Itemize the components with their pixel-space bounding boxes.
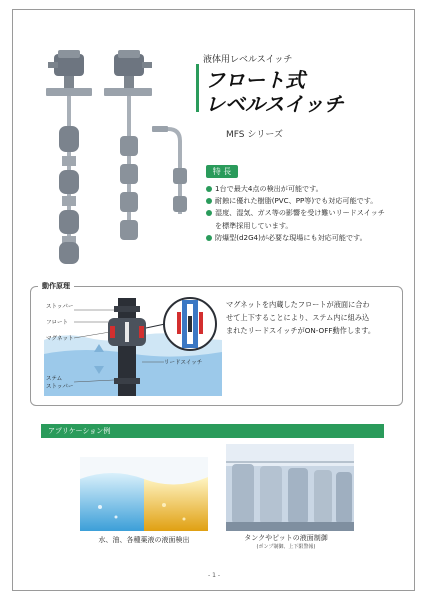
product-title-line2: レベルスイッチ bbox=[205, 92, 344, 116]
application-caption-2-sub: (ポンプ制御、上下限警報) bbox=[256, 544, 316, 550]
application-caption-2: タンクやピットの液面制御 bbox=[244, 534, 328, 542]
bullet-icon bbox=[206, 235, 212, 241]
applications-label: アプリケーション例 bbox=[48, 427, 111, 435]
application-caption-1: 水、油、各種薬液の液面検出 bbox=[98, 536, 190, 544]
features-label: 特 長 bbox=[206, 165, 238, 178]
stopper-bottom bbox=[114, 378, 140, 384]
bullet-icon bbox=[206, 198, 212, 204]
magnet-right bbox=[139, 326, 144, 338]
label-stopper-top: ストッパー bbox=[46, 304, 74, 310]
level-switch-unit-1 bbox=[46, 50, 92, 264]
label-stem: ステム bbox=[46, 376, 63, 382]
label-reed-switch: リードスイッチ bbox=[164, 360, 203, 366]
series-name: MFS シリーズ bbox=[226, 130, 283, 140]
stopper-top bbox=[114, 306, 140, 312]
feature-item: 1台で最大4点の検出が可能です。 bbox=[206, 183, 416, 195]
product-photo bbox=[40, 44, 200, 276]
title-accent-bar bbox=[196, 64, 199, 112]
label-stopper-bottom: ストッパー bbox=[46, 384, 74, 390]
label-magnet: マグネット bbox=[46, 336, 74, 342]
feature-item: 耐蝕に優れた樹脂(PVC、PP等)でも対応可能です。 bbox=[206, 195, 416, 207]
level-switch-unit-3 bbox=[152, 126, 187, 214]
features-list bbox=[206, 183, 416, 244]
operation-description: マグネットを内蔵したフロートが液面に合わ せて上下することにより、ステム内に組み込 まれたリードスイッチがON-OFF動作します。 bbox=[226, 300, 376, 336]
reed-switch bbox=[125, 322, 129, 342]
operation-diagram bbox=[44, 292, 222, 400]
feature-item: 湿度、湿気、ガス等の影響を受け難いリードスイッチ bbox=[206, 207, 416, 219]
level-switch-unit-2 bbox=[104, 50, 152, 240]
product-title-line1: フロート式 bbox=[205, 68, 305, 92]
label-float: フロート bbox=[46, 320, 69, 326]
product-subtitle: 液体用レベルスイッチ bbox=[203, 55, 293, 65]
bullet-icon bbox=[206, 210, 212, 216]
operation-principle-label: 動作原理 bbox=[38, 281, 74, 291]
liquid-sample-image bbox=[80, 457, 208, 531]
magnet-left bbox=[110, 326, 115, 338]
bullet-icon bbox=[206, 186, 212, 192]
feature-item: 防爆型(d2G4)が必要な現場にも対応可能です。 bbox=[206, 232, 416, 244]
page-number: - 1 - bbox=[208, 572, 220, 579]
feature-item-continuation: を標準採用しています。 bbox=[215, 220, 293, 230]
tank-facility-image bbox=[226, 444, 354, 531]
